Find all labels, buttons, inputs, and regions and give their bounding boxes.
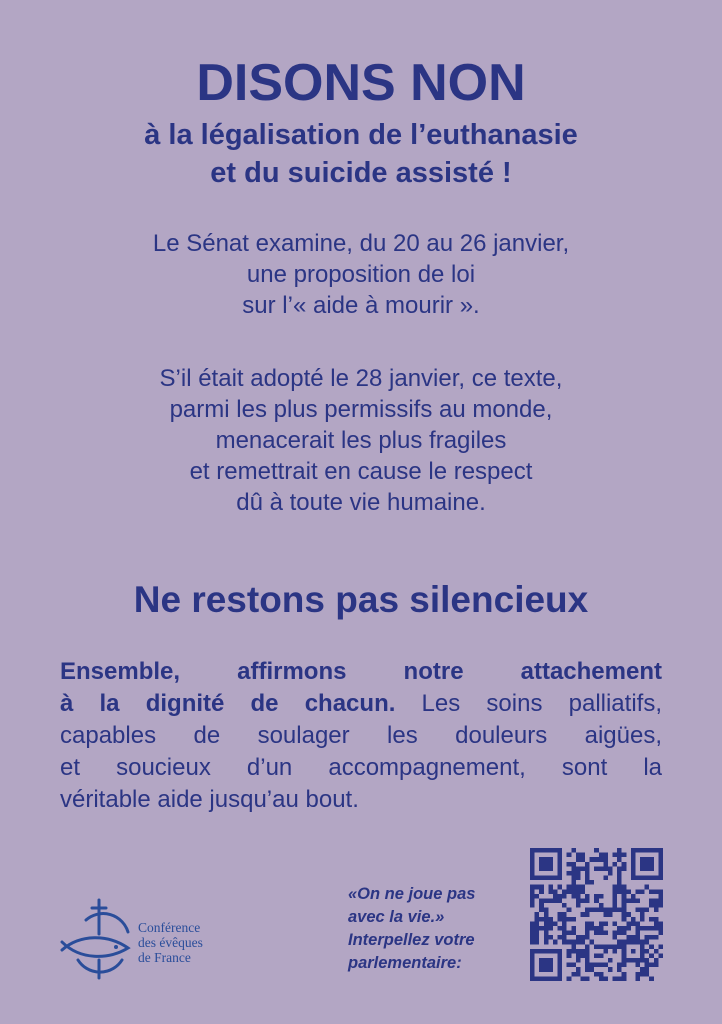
consequence-line-3: menacerait les plus fragiles: [215, 427, 507, 454]
consequence-line-5: dû à toute vie humaine.: [236, 489, 486, 516]
consequence-paragraph: [0, 363, 722, 518]
logo-line-2: des évêques: [138, 935, 203, 950]
cross-fish-icon: [58, 898, 134, 980]
quote-callout: [348, 883, 518, 975]
quote-line-2: avec la vie.»: [348, 908, 445, 926]
subtitle-line-1: à la légalisation de l’euthanasie: [144, 119, 578, 151]
cta-bold-2: à la dignité de chacun.: [60, 690, 396, 717]
senate-line-1: Le Sénat examine, du 20 au 26 janvier,: [152, 230, 570, 257]
qr-code-icon[interactable]: [530, 848, 663, 981]
senate-paragraph: [0, 228, 722, 321]
logo-wordmark: [138, 920, 203, 965]
quote-line-3: Interpellez votre: [348, 931, 475, 949]
cta-line-2-rest: Les soins palliatifs,: [395, 690, 662, 717]
call-to-action-paragraph: [60, 656, 662, 816]
consequence-line-1: S’il était adopté le 28 janvier, ce texte,: [159, 365, 563, 392]
senate-line-2: une proposition de loi: [246, 261, 476, 288]
cta-line-3: capables de soulager les douleurs aigües,: [60, 722, 662, 749]
cef-logo: [58, 898, 238, 980]
page-subtitle: [0, 116, 722, 192]
page-title: DISONS NON: [196, 54, 526, 112]
senate-line-3: sur l’« aide à mourir ».: [242, 292, 480, 319]
subtitle-line-2: et du suicide assisté !: [210, 157, 512, 189]
cta-line-1: [60, 656, 662, 688]
consequence-line-4: et remettrait en cause le respect: [189, 458, 533, 485]
section-heading: Ne restons pas silencieux: [133, 579, 589, 620]
cta-line-4: et soucieux d’un accompagnement, sont la: [60, 754, 662, 781]
logo-line-3: de France: [138, 950, 191, 965]
cta-line-2: [60, 688, 662, 720]
logo-line-1: Conférence: [138, 920, 201, 935]
quote-line-1: «On ne joue pas: [348, 885, 476, 903]
cta-bold-1: Ensemble, affirmons notre attachement: [60, 658, 662, 685]
quote-line-4: parlementaire:: [348, 954, 462, 972]
cta-line-5: véritable aide jusqu’au bout.: [60, 786, 359, 813]
consequence-line-2: parmi les plus permissifs au monde,: [169, 396, 553, 423]
